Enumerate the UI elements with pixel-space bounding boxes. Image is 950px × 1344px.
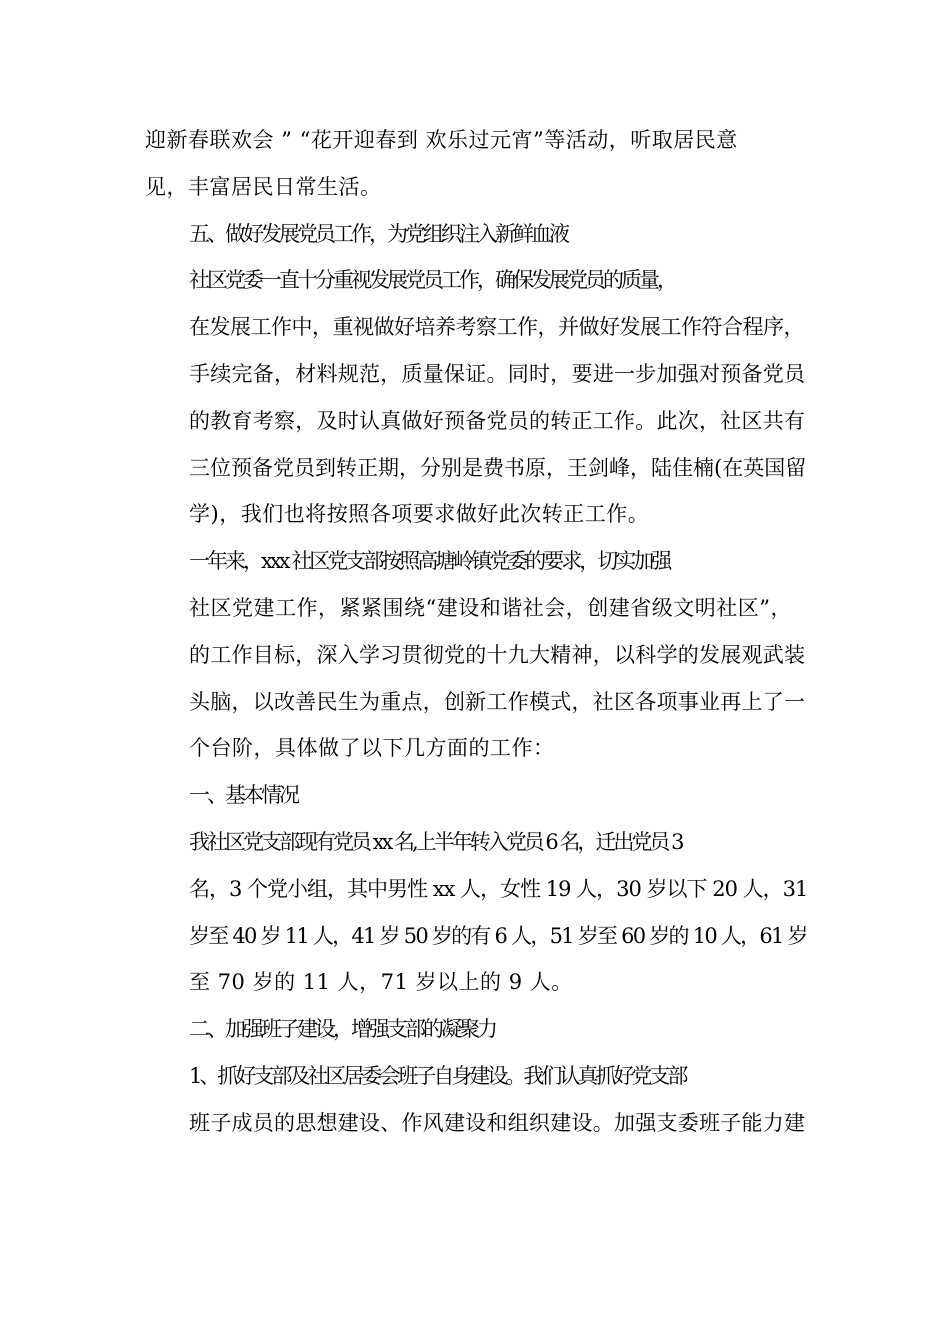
text-line: 二、加强班子建设，增强支部的凝聚力 — [189, 1017, 495, 1042]
paragraph-basic-info — [145, 819, 810, 1006]
text-line: 班子成员的思想建设、作风建设和组织建设。加强支委班子能力建 — [189, 1110, 806, 1135]
text-line: 迎新春联欢会 ” “花开迎春到 欢乐过元宵”等活动，听取居民意 — [145, 128, 738, 152]
text-line: 一、基本情况 — [189, 783, 297, 808]
text-line: 的工作目标，深入学习贯彻党的十九大精神，以科学的发展观武装 — [189, 642, 806, 667]
text-line: 在发展工作中，重视做好培养考察工作，并做好发展工作符合程序， — [189, 315, 804, 340]
text-line: 三位预备党员到转正期，分别是费书原，王剑峰，陆佳楠(在英国留 — [189, 455, 807, 480]
paragraph-year-summary — [145, 538, 810, 772]
text-line: 头脑，以改善民生为重点，创新工作模式，社区各项事业再上了一 — [189, 689, 806, 714]
text-line: 我社区党支部现有党员 xx 名,上半年转入党员 6 名，迁出党员 3 — [189, 829, 682, 854]
text-line: 的教育考察，及时认真做好预备党员的转正工作。此次，社区共有 — [189, 408, 806, 433]
paragraph-continuation — [145, 117, 810, 211]
text-line: 社区党建工作，紧紧围绕“建设和谐社会，创建省级文明社区”， — [189, 595, 792, 620]
text-line: 见，丰富居民日常生活。 — [145, 174, 382, 199]
text-line: 手续完备，材料规范，质量保证。同时，要进一步加强对预备党员 — [189, 361, 806, 386]
text-line: 五、做好发展党员工作，为党组织注入新鲜血液 — [189, 221, 567, 246]
section-heading-one — [145, 772, 810, 819]
text-line: 社区党委一直十分重视发展党员工作，确保发展党员的质量， — [189, 268, 675, 293]
paragraph-member-development — [145, 257, 810, 538]
text-line: 岁至 40 岁 11 人，41 岁 50 岁的有 6 人，51 岁至 60 岁的 10 人，61 岁 — [189, 923, 807, 948]
text-line: 个台阶，具体做了以下几方面的工作： — [189, 736, 555, 761]
section-heading-five — [145, 211, 810, 258]
paragraph-team-building — [145, 1053, 810, 1147]
text-line: 至 70 岁的 11 人，71 岁以上的 9 人。 — [189, 970, 573, 995]
text-line: 1、抓好支部及社区居委会班子自身建设。我们认真抓好党支部 — [189, 1063, 686, 1088]
text-line: 学)，我们也将按照各项要求做好此次转正工作。 — [189, 502, 650, 527]
text-line: 一年来，xxx 社区党支部按照高塘岭镇党委的要求，切实加强 — [189, 549, 670, 574]
text-line: 名，3 个党小组，其中男性 xx 人，女性 19 人，30 岁以下 20 人，31 — [189, 876, 808, 901]
section-heading-two — [145, 1006, 810, 1053]
